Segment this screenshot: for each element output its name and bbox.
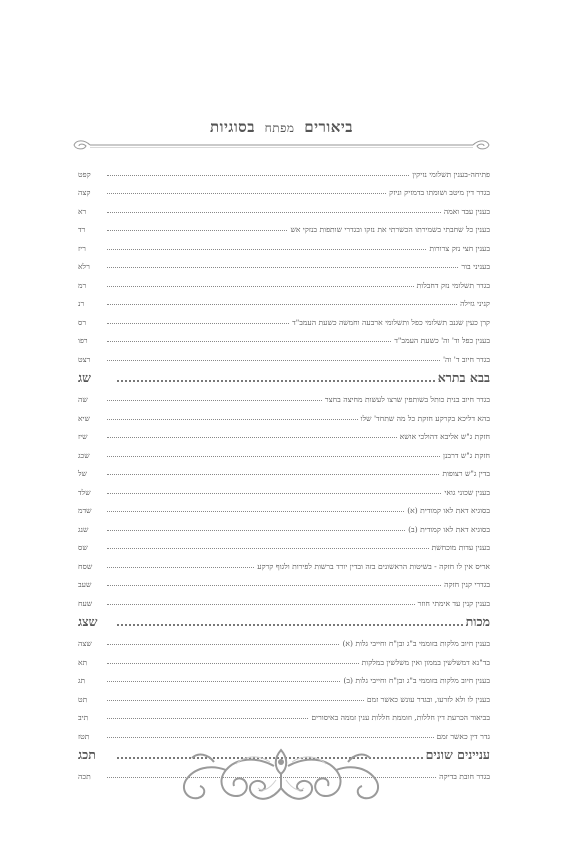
toc-section-heading[interactable]: [78, 364, 490, 386]
toc-entry[interactable]: [78, 234, 490, 253]
toc-entry-title: קניני גזילה: [460, 299, 490, 308]
dot-leader: [107, 474, 439, 475]
toc-entry[interactable]: [78, 667, 490, 686]
toc-entry-page: שנג: [78, 524, 89, 534]
dot-leader: [107, 663, 359, 664]
toc-entry-page: שעב: [78, 580, 92, 589]
toc-entry-title: בענין חיוב מלקות בזוממי ב"ג ובן"ח וחייבי גלות (ב): [343, 676, 490, 685]
toc-entry-page: שכג: [78, 450, 90, 460]
toc-entry[interactable]: [78, 722, 490, 741]
toc-entry-title: בבא בתרא: [437, 369, 490, 385]
dot-leader: [107, 175, 409, 176]
toc-entry[interactable]: [78, 685, 490, 704]
toc-entry-title: בענין שכוני גואי: [444, 487, 490, 497]
toc-entry[interactable]: [78, 630, 490, 649]
dot-leader: [107, 681, 340, 682]
toc-entry-title: בגדר תשלומי נזק דחבלות: [416, 280, 490, 290]
toc-entry-title: בעניני בור: [461, 262, 490, 271]
toc-entry-title: בענין עבד ואמה: [443, 206, 490, 216]
toc-entry[interactable]: [78, 308, 490, 327]
dot-leader: [107, 456, 440, 457]
header-topic: בסוגיות: [209, 118, 255, 136]
toc-entry-title: בגדר חיוב ד' וה': [442, 354, 490, 364]
toc-entry[interactable]: [78, 441, 490, 460]
dot-leader: [107, 304, 457, 305]
toc-entry[interactable]: [78, 515, 490, 534]
toc-entry[interactable]: [78, 497, 490, 516]
dot-leader: [107, 230, 287, 231]
dot-leader: [107, 267, 458, 268]
toc-entry-title: עניינים שונים: [425, 746, 490, 762]
toc-entry[interactable]: [78, 197, 490, 216]
dot-leader: [107, 193, 386, 194]
toc-entry-page: שסח: [78, 561, 93, 571]
toc-entry-title: בגדר חובת בדיקה: [439, 772, 490, 781]
toc-entry-title: מכות: [465, 613, 490, 629]
toc-entry-title: בגדר דין מיטב ושומתו בדמזיק וניזק: [389, 188, 490, 197]
dot-leader: [107, 249, 426, 250]
dot-leader: [107, 286, 414, 287]
dot-leader: [107, 548, 429, 549]
toc-entry-page: רד: [78, 225, 86, 234]
toc-entry[interactable]: [78, 271, 490, 290]
toc-entry-title: בביאור הכרעת דין חללות, וזוממת חללות ענין זממה באיסורים: [311, 713, 490, 722]
toc-entry[interactable]: [78, 179, 490, 198]
toc-entry-page: רא: [78, 206, 87, 216]
toc-entry-title: קרן כעין שגנב תשלומי כפל ותשלומי ארבעה וחמשה כשעת העמב"ד: [292, 317, 490, 327]
toc-entry[interactable]: [78, 345, 490, 364]
toc-entry[interactable]: [78, 571, 490, 590]
toc-entry-title: פתיחה-בענין תשלומי נזיקין: [412, 169, 490, 179]
toc-entry-page: תכג: [78, 746, 96, 762]
toc-entry-page: תג: [78, 676, 86, 685]
dot-leader: [107, 585, 441, 586]
toc-entry-title: בענין חצי נזק צרורות: [429, 243, 490, 253]
toc-entry-title: גדר דין כאשר זמם: [436, 731, 490, 741]
toc-entry-title: בענין קנין עד אימתי חוזר: [417, 598, 490, 608]
toc-entry-page: שג: [78, 369, 91, 385]
toc-entry-page: שיז: [78, 432, 88, 441]
toc-entry-page: שה: [78, 395, 88, 404]
toc-entry[interactable]: [78, 386, 490, 405]
toc-entry[interactable]: [78, 253, 490, 272]
toc-entry[interactable]: [78, 290, 490, 309]
toc-entry-page: ריז: [78, 243, 86, 253]
toc-entry-page: של: [78, 469, 87, 478]
dot-leader: [107, 360, 440, 361]
header-subtitle: מפתח: [264, 121, 295, 135]
header-rule-ornament: [70, 138, 493, 152]
toc-entry-title: אריס אין לו חזקה - בשיטות הראשונים בזה ובדין יורד ברשות לפירות ולגוף קרקע: [257, 561, 490, 571]
dot-leader: [107, 737, 434, 738]
toc-entry-title: בסוגיא דאת לאו קמודית (ב): [408, 524, 490, 534]
toc-entry-page: רס: [78, 317, 87, 327]
toc-entry[interactable]: [78, 216, 490, 235]
toc-entry[interactable]: [78, 589, 490, 608]
toc-entry-page: שעח: [78, 598, 93, 608]
toc-entry-title: בענין חיוב מלקות בזוממי ב"ג ובן"ח וחייבי גלות (א): [342, 639, 490, 648]
toc-entry-page: תטז: [78, 731, 90, 741]
toc-entry-page: רמ: [78, 280, 87, 290]
dot-leader: [107, 700, 364, 701]
toc-entry-title: חזקת ג"ש דרבנן: [443, 450, 490, 460]
header-title: [70, 118, 493, 137]
toc-entry-title: בד"נא דמשלשין בממון ואין משלשין במלקות: [361, 657, 490, 667]
toc-entry-title: בענין עדות מוכחשת: [431, 543, 490, 552]
toc-entry-page: רלא: [78, 262, 90, 271]
toc-entry-page: רצט: [78, 354, 91, 364]
toc-entry-title: בענין כל שחבתי בשמירתו הכשרתי את נזקו ובגדרי שותפות בנזקי אש: [290, 225, 490, 234]
toc-entry[interactable]: [78, 404, 490, 423]
dot-leader: [107, 493, 441, 494]
toc-entry-page: קפט: [78, 169, 91, 179]
toc-entry-title: בענין לו ולא לזרעו, ובגדר עונש כאשר זמם: [366, 694, 490, 704]
toc-entry-title: בסוגיא דאת לאו קמודית (א): [407, 506, 490, 515]
toc-entry-page: תכה: [78, 772, 91, 781]
toc-entry[interactable]: [78, 327, 490, 346]
dot-leader: [107, 718, 308, 719]
dot-leader: [107, 644, 339, 645]
toc-entry[interactable]: [78, 552, 490, 571]
dot-leader: [107, 323, 289, 324]
toc-entry-page: שלד: [78, 487, 91, 497]
toc-entry-page: קצה: [78, 188, 91, 197]
toc-entry-title: בהא דליכא בקרקע חזקת כל מה שתחד' שלו: [360, 413, 490, 423]
toc-entry-page: שצה: [78, 639, 92, 648]
dot-leader: [107, 400, 322, 401]
toc-entry-title: חזקת ג"ש אליבא דהולכי אושא: [399, 432, 490, 441]
toc-entry[interactable]: [78, 160, 490, 179]
toc-entry[interactable]: [78, 423, 490, 442]
dot-leader: [107, 437, 397, 438]
header-title-main: ביאורים: [304, 118, 354, 136]
dot-leader: [117, 380, 435, 382]
dot-leader: [107, 530, 405, 531]
toc-entry-title: בענין כפל וד' וה' כשעת העמב"ד: [394, 336, 490, 345]
toc-entry-title: בדין ג"ש רצופות: [442, 469, 490, 478]
toc-entry[interactable]: [78, 534, 490, 553]
toc-entry[interactable]: [78, 704, 490, 723]
toc-entry[interactable]: [78, 648, 490, 667]
toc-entry-title: בגדרי קנין חזקה: [444, 580, 490, 589]
dot-leader: [107, 567, 254, 568]
dot-leader: [107, 419, 358, 420]
toc-entry-page: תט: [78, 694, 88, 704]
toc-section-heading[interactable]: [78, 608, 490, 630]
toc-entry-page: שדמ: [78, 506, 92, 515]
dot-leader: [107, 604, 415, 605]
toc-entry-page: תיב: [78, 713, 89, 722]
toc-entry-page: תא: [78, 657, 88, 667]
toc-entry-page: רנ: [78, 299, 85, 308]
toc-entry-page: שס: [78, 543, 88, 552]
toc-entry-page: רפו: [78, 336, 88, 345]
page-header: [70, 118, 493, 150]
toc-entry-page: שיא: [78, 413, 90, 423]
toc-entry[interactable]: [78, 478, 490, 497]
dot-leader: [117, 624, 463, 626]
table-of-contents: [78, 160, 490, 781]
dot-leader: [107, 212, 441, 213]
toc-entry[interactable]: [78, 460, 490, 479]
toc-entry-page: שצג: [78, 613, 98, 629]
dot-leader: [107, 341, 391, 342]
dot-leader: [107, 511, 404, 512]
toc-entry-title: בגדר חיוב בנית כותל בשותפין שרצו לעשות מחיצה בחצר: [324, 395, 490, 404]
ornament-flourish-icon: [174, 742, 389, 808]
